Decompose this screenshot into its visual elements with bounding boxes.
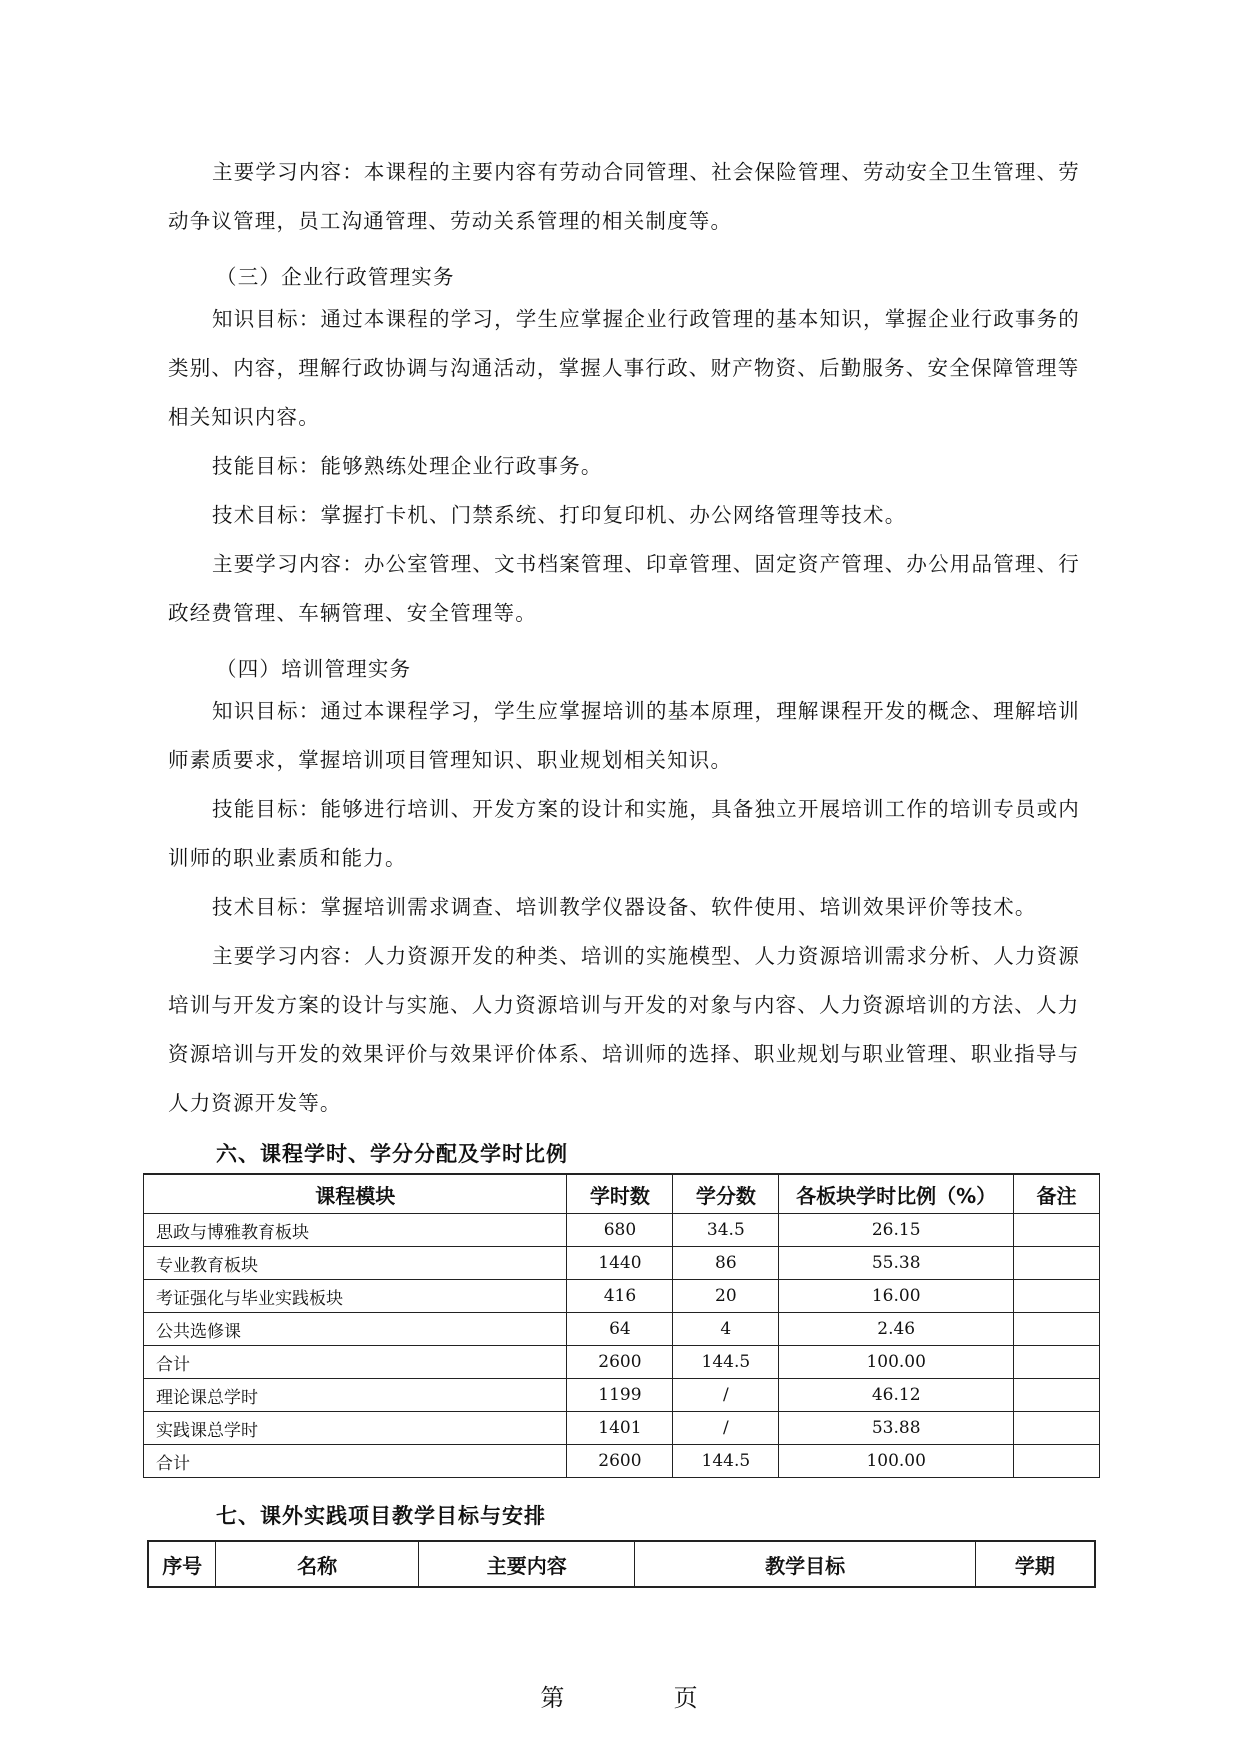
footer-page-suffix: 页 bbox=[673, 1684, 700, 1712]
table-cell: 2600 bbox=[567, 1346, 673, 1379]
section-6-title: 六、课程学时、学分分配及学时比例 bbox=[216, 1142, 568, 1166]
col-header-objectives: 教学目标 bbox=[635, 1541, 975, 1587]
col-header-content: 主要内容 bbox=[418, 1541, 635, 1587]
table-cell: 1401 bbox=[567, 1412, 673, 1445]
table-cell: 专业教育板块 bbox=[144, 1247, 567, 1280]
col-header-hours: 学时数 bbox=[567, 1174, 673, 1214]
page-footer bbox=[0, 1678, 1240, 1713]
table-cell: 55.38 bbox=[779, 1247, 1014, 1280]
subsection-heading: （三）企业行政管理实务 bbox=[216, 265, 455, 289]
paragraph-line: 主要学习内容：办公室管理、文书档案管理、印章管理、固定资产管理、办公用品管理、行 bbox=[212, 552, 1080, 576]
paragraph bbox=[168, 442, 1080, 491]
table-row bbox=[144, 1346, 1100, 1379]
table-cell: 64 bbox=[567, 1313, 673, 1346]
table-cell bbox=[1014, 1247, 1100, 1280]
practice-projects-table bbox=[147, 1540, 1096, 1588]
col-header-credits: 学分数 bbox=[673, 1174, 779, 1214]
paragraph-line: 知识目标：通过本课程的学习，学生应掌握企业行政管理的基本知识，掌握企业行政事务的 bbox=[212, 307, 1080, 331]
table-cell: 4 bbox=[673, 1313, 779, 1346]
col-header-semester: 学期 bbox=[975, 1541, 1095, 1587]
table-cell: 2.46 bbox=[779, 1313, 1014, 1346]
table-cell: / bbox=[673, 1412, 779, 1445]
table-cell: 思政与博雅教育板块 bbox=[144, 1214, 567, 1247]
paragraph bbox=[168, 295, 1080, 442]
paragraph-line: 训师的职业素质和能力。 bbox=[168, 846, 407, 870]
table-cell bbox=[1014, 1445, 1100, 1478]
table-cell: 合计 bbox=[144, 1346, 567, 1379]
col-header-remarks: 备注 bbox=[1014, 1174, 1100, 1214]
paragraph bbox=[168, 540, 1080, 638]
paragraph-line: 技能目标：能够进行培训、开发方案的设计和实施，具备独立开展培训工作的培训专员或内 bbox=[212, 797, 1080, 821]
paragraph-line: 技术目标：掌握打卡机、门禁系统、打印复印机、办公网络管理等技术。 bbox=[212, 503, 907, 527]
table-cell: 理论课总学时 bbox=[144, 1379, 567, 1412]
section-7-title: 七、课外实践项目教学目标与安排 bbox=[216, 1504, 546, 1528]
table-cell bbox=[1014, 1313, 1100, 1346]
table-cell: 86 bbox=[673, 1247, 779, 1280]
paragraph bbox=[168, 883, 1080, 932]
table-row bbox=[144, 1445, 1100, 1478]
table-row bbox=[144, 1214, 1100, 1247]
table-cell: 53.88 bbox=[779, 1412, 1014, 1445]
table-row bbox=[144, 1313, 1100, 1346]
table-row bbox=[144, 1280, 1100, 1313]
paragraph-line: 政经费管理、车辆管理、安全管理等。 bbox=[168, 601, 537, 625]
table-row bbox=[144, 1412, 1100, 1445]
col-header-index: 序号 bbox=[148, 1541, 216, 1587]
paragraph-line: 类别、内容，理解行政协调与沟通活动，掌握人事行政、财产物资、后勤服务、安全保障管理等 bbox=[168, 356, 1080, 380]
paragraph-line: 培训与开发方案的设计与实施、人力资源培训与开发的对象与内容、人力资源培训的方法、人力 bbox=[168, 993, 1080, 1017]
table-row bbox=[144, 1247, 1100, 1280]
table-cell bbox=[1014, 1214, 1100, 1247]
paragraph bbox=[168, 491, 1080, 540]
paragraph-line: 资源培训与开发的效果评价与效果评价体系、培训师的选择、职业规划与职业管理、职业指导与 bbox=[168, 1042, 1080, 1066]
table-cell: 2600 bbox=[567, 1445, 673, 1478]
table-cell: 680 bbox=[567, 1214, 673, 1247]
paragraph-line: 知识目标：通过本课程学习，学生应掌握培训的基本原理，理解课程开发的概念、理解培训 bbox=[212, 699, 1080, 723]
paragraph bbox=[168, 687, 1080, 785]
credit-hours-table bbox=[143, 1173, 1100, 1478]
table-cell: 合计 bbox=[144, 1445, 567, 1478]
table-cell: 1199 bbox=[567, 1379, 673, 1412]
paragraph-line: 主要学习内容：本课程的主要内容有劳动合同管理、社会保险管理、劳动安全卫生管理、劳 bbox=[212, 160, 1080, 184]
table-cell bbox=[1014, 1280, 1100, 1313]
paragraph-line: 技术目标：掌握培训需求调查、培训教学仪器设备、软件使用、培训效果评价等技术。 bbox=[212, 895, 1037, 919]
table-cell: 16.00 bbox=[779, 1280, 1014, 1313]
table-cell: 考证强化与毕业实践板块 bbox=[144, 1280, 567, 1313]
table-cell: 100.00 bbox=[779, 1346, 1014, 1379]
paragraph-line: 师素质要求，掌握培训项目管理知识、职业规划相关知识。 bbox=[168, 748, 733, 772]
table-cell bbox=[1014, 1379, 1100, 1412]
table-cell bbox=[1014, 1412, 1100, 1445]
table-cell: 144.5 bbox=[673, 1445, 779, 1478]
paragraph-line: 主要学习内容：人力资源开发的种类、培训的实施模型、人力资源培训需求分析、人力资源 bbox=[212, 944, 1080, 968]
table-header-row bbox=[144, 1174, 1100, 1214]
table-cell: 416 bbox=[567, 1280, 673, 1313]
col-header-ratio: 各板块学时比例（%） bbox=[779, 1174, 1014, 1214]
table-header-row bbox=[148, 1541, 1095, 1587]
paragraph-line: 相关知识内容。 bbox=[168, 405, 320, 429]
paragraph bbox=[168, 785, 1080, 883]
table-cell: 公共选修课 bbox=[144, 1313, 567, 1346]
table-cell: / bbox=[673, 1379, 779, 1412]
paragraph-line: 动争议管理，员工沟通管理、劳动关系管理的相关制度等。 bbox=[168, 209, 733, 233]
col-header-name: 名称 bbox=[216, 1541, 419, 1587]
paragraph bbox=[168, 148, 1080, 246]
paragraph-line: 技能目标：能够熟练处理企业行政事务。 bbox=[212, 454, 603, 478]
table-cell: 46.12 bbox=[779, 1379, 1014, 1412]
table-cell: 20 bbox=[673, 1280, 779, 1313]
paragraph-line: 人力资源开发等。 bbox=[168, 1091, 342, 1115]
table-cell bbox=[1014, 1346, 1100, 1379]
table-cell: 1440 bbox=[567, 1247, 673, 1280]
table-row bbox=[144, 1379, 1100, 1412]
table-cell: 实践课总学时 bbox=[144, 1412, 567, 1445]
col-header-module: 课程模块 bbox=[144, 1174, 567, 1214]
table-cell: 100.00 bbox=[779, 1445, 1014, 1478]
table-cell: 144.5 bbox=[673, 1346, 779, 1379]
footer-page-prefix: 第 bbox=[540, 1684, 567, 1712]
paragraph bbox=[168, 932, 1080, 1128]
table-cell: 34.5 bbox=[673, 1214, 779, 1247]
subsection-heading: （四）培训管理实务 bbox=[216, 657, 412, 681]
table-cell: 26.15 bbox=[779, 1214, 1014, 1247]
